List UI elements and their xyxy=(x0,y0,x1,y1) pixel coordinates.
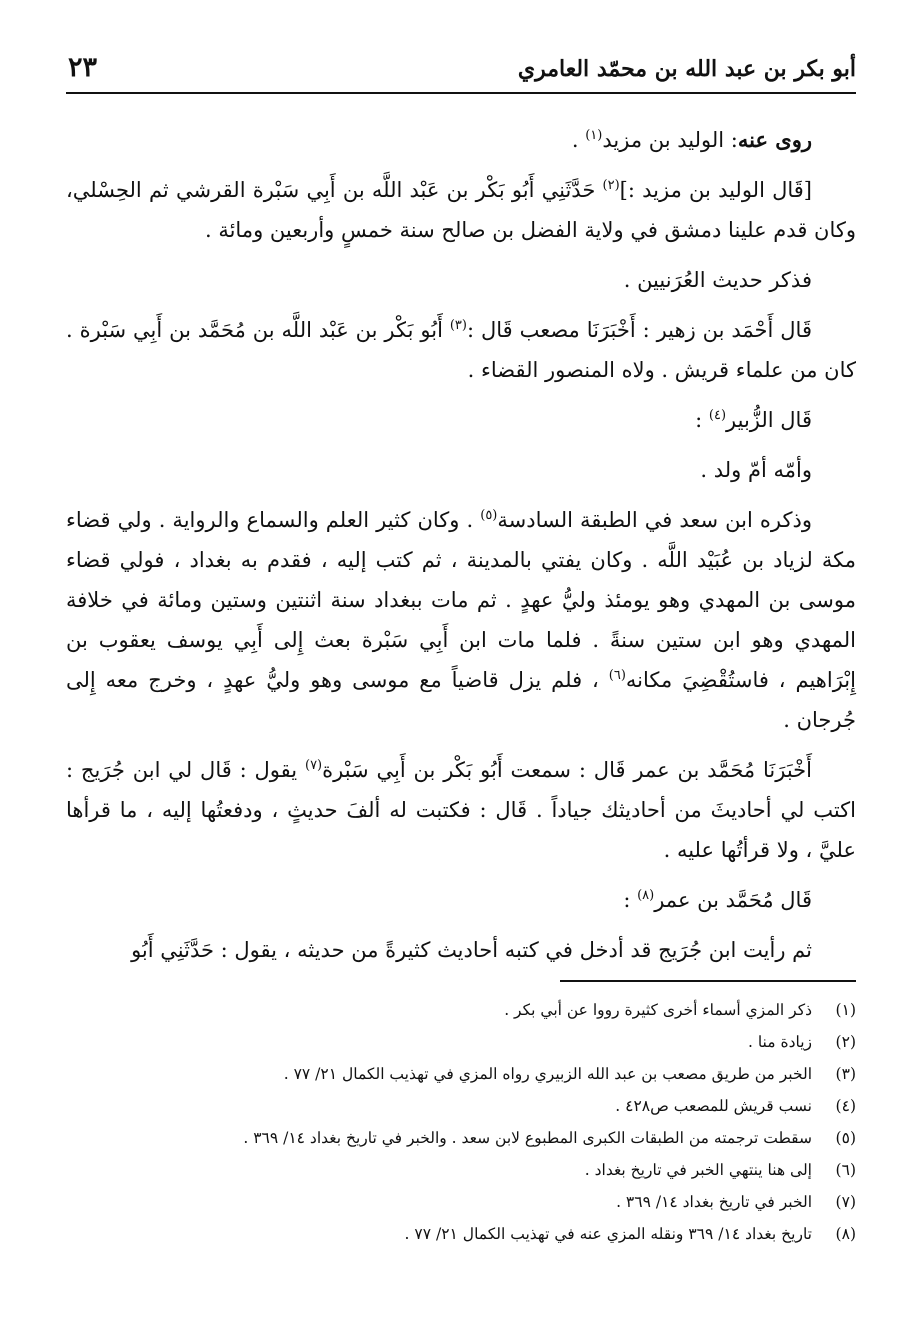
footnote-text: ذكر المزي أسماء أخرى كثيرة رووا عن أبي بكر . xyxy=(504,1001,812,1019)
footnote-ref: (١) xyxy=(585,128,603,143)
page-number: ٢٣ xyxy=(68,52,98,83)
footnote-text: تاريخ بغداد ١٤/ ٣٦٩ ونقله المزي عنه في تهذيب الكمال ٢١/ ٧٧ . xyxy=(404,1225,812,1243)
footnote-number: (٨) xyxy=(835,1225,856,1243)
paragraph: ثم رأيت ابن جُرَيج قد أدخل في كتبه أحاديث كثيرةً من حديثه ، يقول : حَدَّثَنِي أَبُو xyxy=(131,938,812,962)
footnote-number: (٦) xyxy=(835,1161,856,1179)
footnote-ref: (٧) xyxy=(304,758,323,773)
footnote-number: (١) xyxy=(835,1001,856,1019)
footnote xyxy=(66,1090,856,1122)
running-title: أبو بكر بن عبد الله بن محمّد العامري xyxy=(517,56,856,82)
footnote xyxy=(66,1026,856,1058)
footnote-ref: (٦) xyxy=(608,668,626,683)
footnote-number: (٣) xyxy=(835,1065,856,1083)
paragraph: وذكره ابن سعد في الطبقة السادسة$^{(٥)}$ . وكان كثير العلم والسماع والرواية . ولي قضاء مكة لزياد بن عُبَيْد اللَّه . وكان يفتي بالمدينة ، ثم كتب إليه ، فقدم به بغداد ، فولي قضاء موسى بن المهدي وهو يومئذ وليُّ عهدٍ . ثم مات ببغداد سنة اثنتين وستين ومائة في خلافة المهدي وهو ابن ستين سنةً . فلما مات ابن أَبِي سَبْرة بعث إِلى أَبِي يوسف يعقوب بن إِبْرَاهيم ، فاستُقْضِيَ مكانه$^{(٦)}$ ، فلم يزل قاضياً مع موسى وهو وليُّ عهدٍ ، وخرج معه إِلى جُرجان . xyxy=(66,508,856,732)
running-header xyxy=(66,50,856,94)
footnote xyxy=(66,994,856,1026)
paragraph: أَخْبَرَنَا مُحَمَّد بن عمر قَال : سمعت أَبُو بَكْر بن أَبِي سَبْرة$^{(٧)}$ يقول : قَال لي ابن جُرَيج : اكتب لي أحاديثَ من أحاديثك جياداً . قَال : فكتبت له ألفَ حديثٍ ، ودفعتُها إليه ، ما قرأها عليَّ ، ولا قرأتُها عليه . xyxy=(66,758,856,862)
paragraph: قَال الزُّبير$^{(٤)}$ : xyxy=(695,408,812,432)
paragraph: وأمّه أمّ ولد . xyxy=(700,458,812,482)
footnote-ref: (٣) xyxy=(449,318,467,333)
footnote-divider xyxy=(560,980,856,982)
section-label: روى عنه xyxy=(737,127,812,152)
footnote-text: الخبر من طريق مصعب بن عبد الله الزبيري رواه المزي في تهذيب الكمال ٢١/ ٧٧ . xyxy=(283,1065,812,1083)
footnote-text: سقطت ترجمته من الطبقات الكبرى المطبوع لابن سعد . والخبر في تاريخ بغداد ١٤/ ٣٦٩ . xyxy=(243,1129,812,1147)
footnote-number: (٧) xyxy=(835,1193,856,1211)
paragraph: قَال أَحْمَد بن زهير : أَخْبَرَنَا مصعب قَال :$^{(٣)}$ أَبُو بَكْر بن عَبْد اللَّه بن مُحَمَّد بن أَبِي سَبْرة . كان من علماء قريش . ولاه المنصور القضاء . xyxy=(66,318,856,382)
footnote xyxy=(66,1154,856,1186)
footnote-ref: (٢) xyxy=(602,178,620,193)
footnote xyxy=(66,1122,856,1154)
footnote xyxy=(66,1186,856,1218)
footnote-number: (٢) xyxy=(835,1033,856,1051)
footnote-number: (٥) xyxy=(835,1129,856,1147)
footnote-text: إلى هنا ينتهي الخبر في تاريخ بغداد . xyxy=(584,1161,812,1179)
paragraph: [قَال الوليد بن مزيد :]$^{(٢)}$ حَدَّثَنِي أَبُو بَكْر بن عَبْد اللَّه بن أَبِي سَبْرة القرشي ثم الحِسْلي، وكان قدم علينا دمشق في ولاية الفضل بن صالح سنة خمسٍ وأربعين ومائة . xyxy=(66,178,856,242)
footnotes xyxy=(66,994,856,1250)
paragraph: قَال مُحَمَّد بن عمر$^{(٨)}$ : xyxy=(623,888,812,912)
footnote-ref: (٥) xyxy=(480,508,498,523)
paragraph-narrated-by: روى عنه: الوليد بن مزيد$^{(١)}$ . xyxy=(571,127,812,152)
paragraph: فذكر حديث العُرَنيين . xyxy=(623,268,812,292)
main-text xyxy=(66,120,856,980)
footnote-text: نسب قريش للمصعب ص٤٢٨ . xyxy=(615,1097,812,1115)
footnote xyxy=(66,1058,856,1090)
footnote xyxy=(66,1218,856,1250)
footnote-text: زيادة منا . xyxy=(747,1033,812,1051)
footnote-number: (٤) xyxy=(835,1097,856,1115)
footnote-ref: (٨) xyxy=(637,888,655,903)
footnote-text: الخبر في تاريخ بغداد ١٤/ ٣٦٩ . xyxy=(616,1193,812,1211)
footnote-ref: (٤) xyxy=(708,408,727,423)
